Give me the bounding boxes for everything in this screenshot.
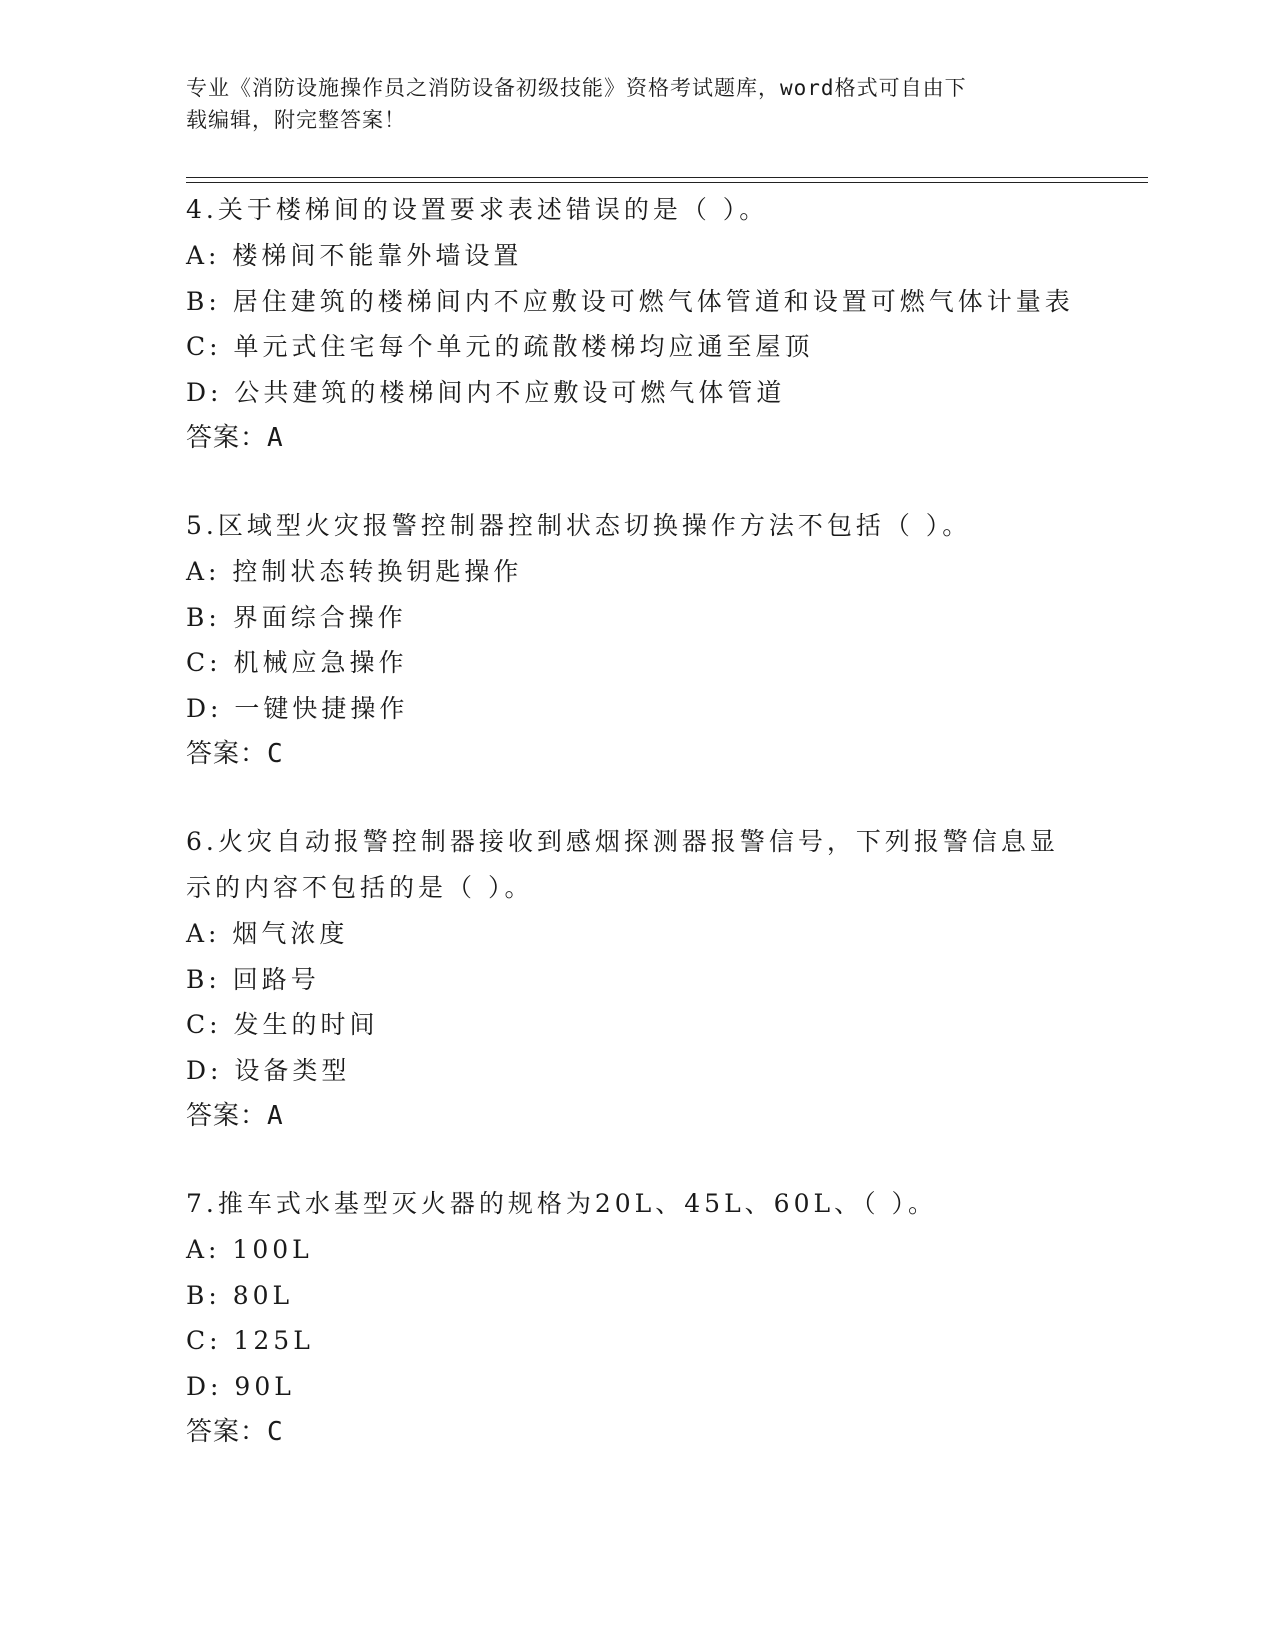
answer-label: 答案： (186, 1101, 268, 1131)
answer-value: C (267, 739, 284, 769)
header-divider-bottom (186, 182, 1148, 183)
answer-line (186, 1093, 1148, 1139)
option-b: B: 界面综合操作 (186, 602, 407, 632)
option-c: C: 机械应急操作 (186, 648, 408, 677)
option-b: B: 居住建筑的楼梯间内不应敷设可燃气体管道和设置可燃气体计量表 (186, 286, 1074, 316)
answer-label: 答案： (186, 739, 268, 769)
option-d: D: 公共建筑的楼梯间内不应敷设可燃气体管道 (186, 377, 786, 407)
question-7 (186, 1181, 1148, 1455)
document-intro (186, 72, 1066, 136)
question-stem: 4.关于楼梯间的设置要求表述错误的是（ ）。 (186, 195, 769, 224)
answer-line (186, 1409, 1148, 1455)
option-c: C: 125L (186, 1326, 314, 1355)
question-6 (186, 819, 1148, 1139)
option-a: A: 控制状态转换钥匙操作 (186, 557, 523, 586)
intro-line-1: 专业《消防设施操作员之消防设备初级技能》资格考试题库，word格式可自由下 (186, 76, 967, 100)
option-b: B: 80L (186, 1280, 294, 1310)
question-list (186, 187, 1148, 1497)
option-d: D: 一键快捷操作 (186, 693, 409, 723)
intro-line-2: 载编辑，附完整答案！ (186, 108, 406, 132)
option-a: A: 楼梯间不能靠外墙设置 (186, 241, 523, 270)
answer-label: 答案： (186, 423, 268, 453)
option-d: D: 90L (186, 1371, 295, 1401)
answer-value: A (267, 423, 284, 453)
question-stem-line-1: 6.火灾自动报警控制器接收到感烟探测器报警信号，下列报警信息显 (186, 827, 1059, 856)
question-stem: 5.区域型火灾报警控制器控制状态切换操作方法不包括（ ）。 (186, 511, 972, 540)
option-b: B: 回路号 (186, 964, 320, 994)
question-4 (186, 187, 1148, 461)
answer-line (186, 415, 1148, 461)
option-d: D: 设备类型 (186, 1055, 351, 1085)
option-c: C: 发生的时间 (186, 1010, 379, 1039)
answer-line (186, 731, 1148, 777)
option-a: A: 100L (186, 1235, 313, 1264)
header-divider-top (186, 177, 1148, 178)
answer-value: C (267, 1417, 284, 1447)
option-a: A: 烟气浓度 (186, 919, 349, 948)
question-stem-line-2: 示的内容不包括的是（ ）。 (186, 873, 534, 902)
question-stem: 7.推车式水基型灭火器的规格为20L、45L、60L、（ ）。 (186, 1189, 938, 1218)
answer-label: 答案： (186, 1417, 268, 1447)
answer-value: A (267, 1101, 284, 1131)
question-5 (186, 503, 1148, 777)
option-c: C: 单元式住宅每个单元的疏散楼梯均应通至屋顶 (186, 332, 814, 361)
